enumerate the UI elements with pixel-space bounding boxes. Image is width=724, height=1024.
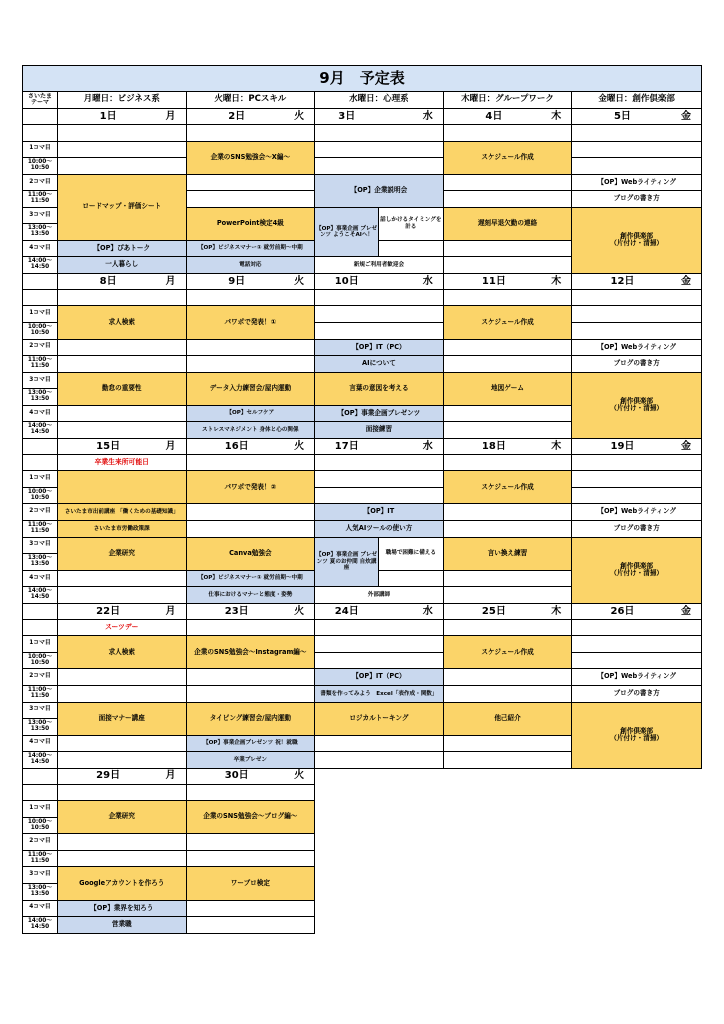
event-cell: 外部講師 [315, 587, 444, 604]
date-cell: 9日 [186, 273, 287, 289]
schedule-cell [186, 289, 315, 306]
schedule-cell [443, 240, 572, 257]
slot-label-k1: 1コマ目 [23, 801, 58, 818]
slot-label-k3: 3コマ目 [23, 372, 58, 389]
date-cell: 3日 [315, 109, 379, 125]
event-cell: 【OP】ビジネスマナー① 就労前期～中期 [186, 570, 315, 587]
schedule-cell [186, 191, 315, 208]
schedule-cell [315, 487, 444, 504]
schedule-table [22, 65, 702, 934]
weekday-cell: 火 [287, 438, 315, 454]
event-cell: 【OP】IT（PC） [315, 339, 444, 356]
day-header-thu: 木曜日：グループワーク [443, 92, 572, 109]
date-cell: 22日 [57, 603, 158, 619]
date-cell: 25日 [443, 603, 544, 619]
slot-label-k2: 2コマ目 [23, 504, 58, 521]
schedule-cell [443, 669, 572, 686]
event-cell: 言葉の意図を考える [315, 372, 444, 405]
schedule-sheet [22, 65, 702, 934]
weekday-cell: 火 [287, 109, 315, 125]
event-cell: 企業研究 [57, 801, 186, 834]
event-cell: 電話対応 [186, 257, 315, 274]
date-cell: 10日 [315, 273, 379, 289]
weekday-cell: 金 [673, 109, 702, 125]
schedule-cell [443, 422, 572, 439]
slot-label-t4: 14:00～14:50 [23, 257, 58, 274]
slot-label-k4: 4コマ目 [23, 735, 58, 752]
event-cell: 【OP】IT [315, 504, 444, 521]
event-cell: 【OP】事業企画プレゼンツ 祝！就職 [186, 735, 315, 752]
slot-label-k2: 2コマ目 [23, 669, 58, 686]
slot-label-t1: 10:00～10:50 [23, 158, 58, 175]
week-spacer [23, 109, 58, 125]
event-cell: 地図ゲーム [443, 372, 572, 405]
schedule-cell [186, 521, 315, 538]
day-header-mon: 月曜日：ビジネス系 [57, 92, 186, 109]
event-cell: 勤怠の重要性 [57, 372, 186, 405]
slot-label-k4: 4コマ目 [23, 240, 58, 257]
schedule-cell [186, 669, 315, 686]
schedule-cell [443, 454, 572, 471]
weekday-cell: 水 [378, 109, 443, 125]
slot-label-k4: 4コマ目 [23, 900, 58, 917]
schedule-cell [57, 587, 186, 604]
schedule-cell [443, 752, 572, 769]
event-cell: ブログの書き方 [572, 685, 702, 702]
week-spacer [23, 438, 58, 454]
week-note: 卒業生来所可能日 [57, 454, 186, 471]
event-cell: 職場で困難に備える [378, 537, 443, 570]
slot-label-k4: 4コマ目 [23, 405, 58, 422]
slot-label-k3: 3コマ目 [23, 537, 58, 554]
note-spacer [23, 784, 58, 801]
slot-label-k3: 3コマ目 [23, 867, 58, 884]
schedule-cell [572, 323, 702, 340]
slot-label-t1: 10:00～10:50 [23, 817, 58, 834]
day-header-fri: 金曜日：創作倶楽部 [572, 92, 702, 109]
schedule-cell [315, 323, 444, 340]
schedule-cell [186, 619, 315, 636]
event-cell: 話しかけるタイミングを計る [378, 207, 443, 240]
schedule-cell [57, 669, 186, 686]
slot-label-t2: 11:00～11:50 [23, 850, 58, 867]
schedule-cell [315, 141, 444, 158]
schedule-cell [572, 125, 702, 142]
schedule-cell [57, 405, 186, 422]
schedule-cell [57, 158, 186, 175]
schedule-cell [186, 900, 315, 917]
event-cell: 【OP】事業企画プレゼンツ [315, 405, 444, 422]
schedule-cell [572, 652, 702, 669]
schedule-cell [443, 521, 572, 538]
schedule-cell [443, 587, 572, 604]
event-cell: 【OP】Webライティング [572, 669, 702, 686]
slot-label-k1: 1コマ目 [23, 306, 58, 323]
date-cell: 30日 [186, 768, 287, 784]
day-header-tue: 火曜日：PCスキル [186, 92, 315, 109]
event-cell: パワポで発表！② [186, 471, 315, 504]
schedule-cell [57, 752, 186, 769]
schedule-cell [443, 289, 572, 306]
schedule-cell [315, 306, 444, 323]
event-cell: さいたま市労働政策課 [57, 521, 186, 538]
event-cell: 【OP】ビジネスマナー① 就労前期～中期 [186, 240, 315, 257]
slot-label-k3: 3コマ目 [23, 207, 58, 224]
weekday-cell: 月 [158, 768, 186, 784]
event-cell: さいたま市出前講座 「働くための基礎知識」 [57, 504, 186, 521]
week-note [57, 125, 186, 142]
schedule-cell [186, 454, 315, 471]
schedule-cell [315, 652, 444, 669]
schedule-cell [57, 850, 186, 867]
slot-label-t1: 10:00～10:50 [23, 487, 58, 504]
slot-label-k1: 1コマ目 [23, 471, 58, 488]
event-cell: スケジュール作成 [443, 141, 572, 174]
schedule-cell [572, 289, 702, 306]
schedule-cell [572, 306, 702, 323]
week-note: スーツデー [57, 619, 186, 636]
schedule-cell [315, 158, 444, 175]
schedule-cell [572, 454, 702, 471]
schedule-cell [443, 504, 572, 521]
date-cell: 24日 [315, 603, 379, 619]
schedule-cell [186, 834, 315, 851]
event-cell: 創作倶楽部 （片付け・清掃） [572, 207, 702, 273]
event-cell: 創作倶楽部 （片付け・清掃） [572, 372, 702, 438]
event-cell: 【OP】セルフケア [186, 405, 315, 422]
weekday-cell: 金 [673, 438, 702, 454]
event-cell: 言い換え練習 [443, 537, 572, 570]
event-cell: ロジカルトーキング [315, 702, 444, 735]
event-cell: ブログの書き方 [572, 356, 702, 373]
week-spacer [23, 768, 58, 784]
slot-label-t3: 13:00～13:50 [23, 883, 58, 900]
weekday-cell: 木 [544, 109, 572, 125]
slot-label-k3: 3コマ目 [23, 702, 58, 719]
schedule-cell [443, 356, 572, 373]
weekday-cell: 月 [158, 273, 186, 289]
event-cell: 【OP】事業企画 プレゼンツ ようこそAIへ！ [315, 207, 379, 257]
date-cell: 12日 [572, 273, 673, 289]
event-cell: 創作倶楽部 （片付け・清掃） [572, 537, 702, 603]
event-cell: 面接マナー講座 [57, 702, 186, 735]
event-cell: Canva勉強会 [186, 537, 315, 570]
event-cell: 【OP】IT（PC） [315, 669, 444, 686]
schedule-cell [572, 471, 702, 488]
slot-label-t1: 10:00～10:50 [23, 323, 58, 340]
event-cell: 卒業プレゼン [186, 752, 315, 769]
event-cell: タイピング練習会/屋内運動 [186, 702, 315, 735]
note-spacer [23, 289, 58, 306]
schedule-cell [186, 339, 315, 356]
event-cell: 仕事におけるマナーと態度・姿勢 [186, 587, 315, 604]
schedule-cell [57, 141, 186, 158]
page-title: 9月 予定表 [23, 66, 702, 92]
event-cell: ストレスマネジメント 身体と心の関係 [186, 422, 315, 439]
date-cell: 5日 [572, 109, 673, 125]
slot-label-t2: 11:00～11:50 [23, 191, 58, 208]
slot-label-k1: 1コマ目 [23, 636, 58, 653]
date-cell: 15日 [57, 438, 158, 454]
slot-label-t2: 11:00～11:50 [23, 356, 58, 373]
slot-label-k2: 2コマ目 [23, 339, 58, 356]
schedule-cell [443, 174, 572, 191]
event-cell: ロードマップ・評価シート [57, 174, 186, 240]
event-cell: スケジュール作成 [443, 636, 572, 669]
schedule-cell [443, 570, 572, 587]
schedule-cell [572, 158, 702, 175]
schedule-cell [443, 685, 572, 702]
event-cell: 求人検索 [57, 636, 186, 669]
event-cell: 【OP】業界を知ろう [57, 900, 186, 917]
week-note [57, 784, 186, 801]
theme-label: さいたま テーマ [23, 92, 58, 109]
schedule-cell [572, 141, 702, 158]
schedule-cell [443, 125, 572, 142]
event-cell: 遅刻早退欠勤の連絡 [443, 207, 572, 240]
slot-label-t3: 13:00～13:50 [23, 224, 58, 241]
schedule-cell [443, 339, 572, 356]
event-cell: 人気AIツールの使い方 [315, 521, 444, 538]
schedule-cell [186, 850, 315, 867]
week-note [57, 289, 186, 306]
date-cell: 26日 [572, 603, 673, 619]
weekday-cell: 水 [378, 603, 443, 619]
slot-label-k2: 2コマ目 [23, 174, 58, 191]
slot-label-t4: 14:00～14:50 [23, 422, 58, 439]
weekday-cell: 月 [158, 438, 186, 454]
schedule-cell [315, 125, 444, 142]
event-cell [57, 471, 186, 504]
slot-label-t1: 10:00～10:50 [23, 652, 58, 669]
date-cell: 11日 [443, 273, 544, 289]
slot-label-t2: 11:00～11:50 [23, 521, 58, 538]
schedule-cell [443, 619, 572, 636]
weekday-cell: 火 [287, 768, 315, 784]
note-spacer [23, 619, 58, 636]
schedule-cell [378, 240, 443, 257]
event-cell: 創作倶楽部 （片付け・清掃） [572, 702, 702, 768]
note-spacer [23, 454, 58, 471]
schedule-cell [57, 685, 186, 702]
event-cell: 一人暮らし [57, 257, 186, 274]
schedule-cell [186, 685, 315, 702]
date-cell: 16日 [186, 438, 287, 454]
schedule-cell [315, 735, 444, 752]
weekday-cell: 金 [673, 603, 702, 619]
date-cell: 19日 [572, 438, 673, 454]
date-cell: 8日 [57, 273, 158, 289]
event-cell: PowerPoint検定4級 [186, 207, 315, 240]
schedule-cell [443, 735, 572, 752]
schedule-cell [57, 356, 186, 373]
schedule-cell [572, 636, 702, 653]
slot-label-k1: 1コマ目 [23, 141, 58, 158]
event-cell: ワープロ検定 [186, 867, 315, 900]
date-cell: 17日 [315, 438, 379, 454]
slot-label-t2: 11:00～11:50 [23, 685, 58, 702]
slot-label-k4: 4コマ目 [23, 570, 58, 587]
blank-area [315, 768, 702, 933]
date-cell: 29日 [57, 768, 158, 784]
date-cell: 18日 [443, 438, 544, 454]
schedule-cell [378, 570, 443, 587]
weekday-cell: 火 [287, 273, 315, 289]
slot-label-t3: 13:00～13:50 [23, 554, 58, 571]
event-cell: 企業のSNS勉強会～Instagram編～ [186, 636, 315, 669]
event-cell: 面接練習 [315, 422, 444, 439]
event-cell: スケジュール作成 [443, 471, 572, 504]
weekday-cell: 木 [544, 603, 572, 619]
event-cell: 新規ご利用者歓迎会 [315, 257, 444, 274]
schedule-cell [57, 339, 186, 356]
event-cell: パワポで発表！① [186, 306, 315, 339]
event-cell: 営業職 [57, 917, 186, 934]
weekday-cell: 火 [287, 603, 315, 619]
schedule-cell [186, 125, 315, 142]
weekday-cell: 金 [673, 273, 702, 289]
event-cell: 他己紹介 [443, 702, 572, 735]
schedule-cell [443, 405, 572, 422]
slot-label-t4: 14:00～14:50 [23, 917, 58, 934]
week-spacer [23, 273, 58, 289]
event-cell: 【OP】事業企画 プレゼンツ 夏のお仲間 自炊講座 [315, 537, 379, 587]
date-cell: 4日 [443, 109, 544, 125]
schedule-cell [315, 619, 444, 636]
event-cell: 書類を作ってみよう Excel「表作成・関数」 [315, 685, 444, 702]
schedule-cell [315, 471, 444, 488]
event-cell: 企業研究 [57, 537, 186, 570]
schedule-cell [57, 735, 186, 752]
schedule-cell [57, 570, 186, 587]
event-cell: 【OP】Webライティング [572, 339, 702, 356]
week-spacer [23, 603, 58, 619]
schedule-cell [443, 191, 572, 208]
event-cell: ブログの書き方 [572, 521, 702, 538]
event-cell: スケジュール作成 [443, 306, 572, 339]
event-cell: 【OP】ぴあトーク [57, 240, 186, 257]
schedule-cell [572, 487, 702, 504]
schedule-cell [315, 289, 444, 306]
schedule-cell [572, 619, 702, 636]
weekday-cell: 水 [378, 273, 443, 289]
event-cell: データ入力練習会/屋内運動 [186, 372, 315, 405]
weekday-cell: 水 [378, 438, 443, 454]
weekday-cell: 月 [158, 603, 186, 619]
slot-label-k2: 2コマ目 [23, 834, 58, 851]
event-cell: 【OP】企業説明会 [315, 174, 444, 207]
schedule-cell [315, 636, 444, 653]
slot-label-t3: 13:00～13:50 [23, 719, 58, 736]
slot-label-t3: 13:00～13:50 [23, 389, 58, 406]
event-cell: 求人検索 [57, 306, 186, 339]
event-cell: 【OP】Webライティング [572, 504, 702, 521]
schedule-cell [443, 257, 572, 274]
note-spacer [23, 125, 58, 142]
event-cell: 【OP】Webライティング [572, 174, 702, 191]
schedule-cell [186, 356, 315, 373]
slot-label-t4: 14:00～14:50 [23, 587, 58, 604]
schedule-cell [186, 784, 315, 801]
schedule-cell [315, 454, 444, 471]
schedule-cell [186, 504, 315, 521]
schedule-cell [186, 174, 315, 191]
schedule-cell [57, 834, 186, 851]
event-cell: ブログの書き方 [572, 191, 702, 208]
weekday-cell: 木 [544, 438, 572, 454]
date-cell: 2日 [186, 109, 287, 125]
schedule-cell [57, 422, 186, 439]
date-cell: 1日 [57, 109, 158, 125]
slot-label-t4: 14:00～14:50 [23, 752, 58, 769]
event-cell: Googleアカウントを作ろう [57, 867, 186, 900]
date-cell: 23日 [186, 603, 287, 619]
event-cell: 企業のSNS勉強会～ブログ編～ [186, 801, 315, 834]
weekday-cell: 木 [544, 273, 572, 289]
event-cell: AIについて [315, 356, 444, 373]
day-header-wed: 水曜日：心理系 [315, 92, 444, 109]
event-cell: 企業のSNS勉強会～X編～ [186, 141, 315, 174]
schedule-cell [315, 752, 444, 769]
weekday-cell: 月 [158, 109, 186, 125]
schedule-cell [186, 917, 315, 934]
